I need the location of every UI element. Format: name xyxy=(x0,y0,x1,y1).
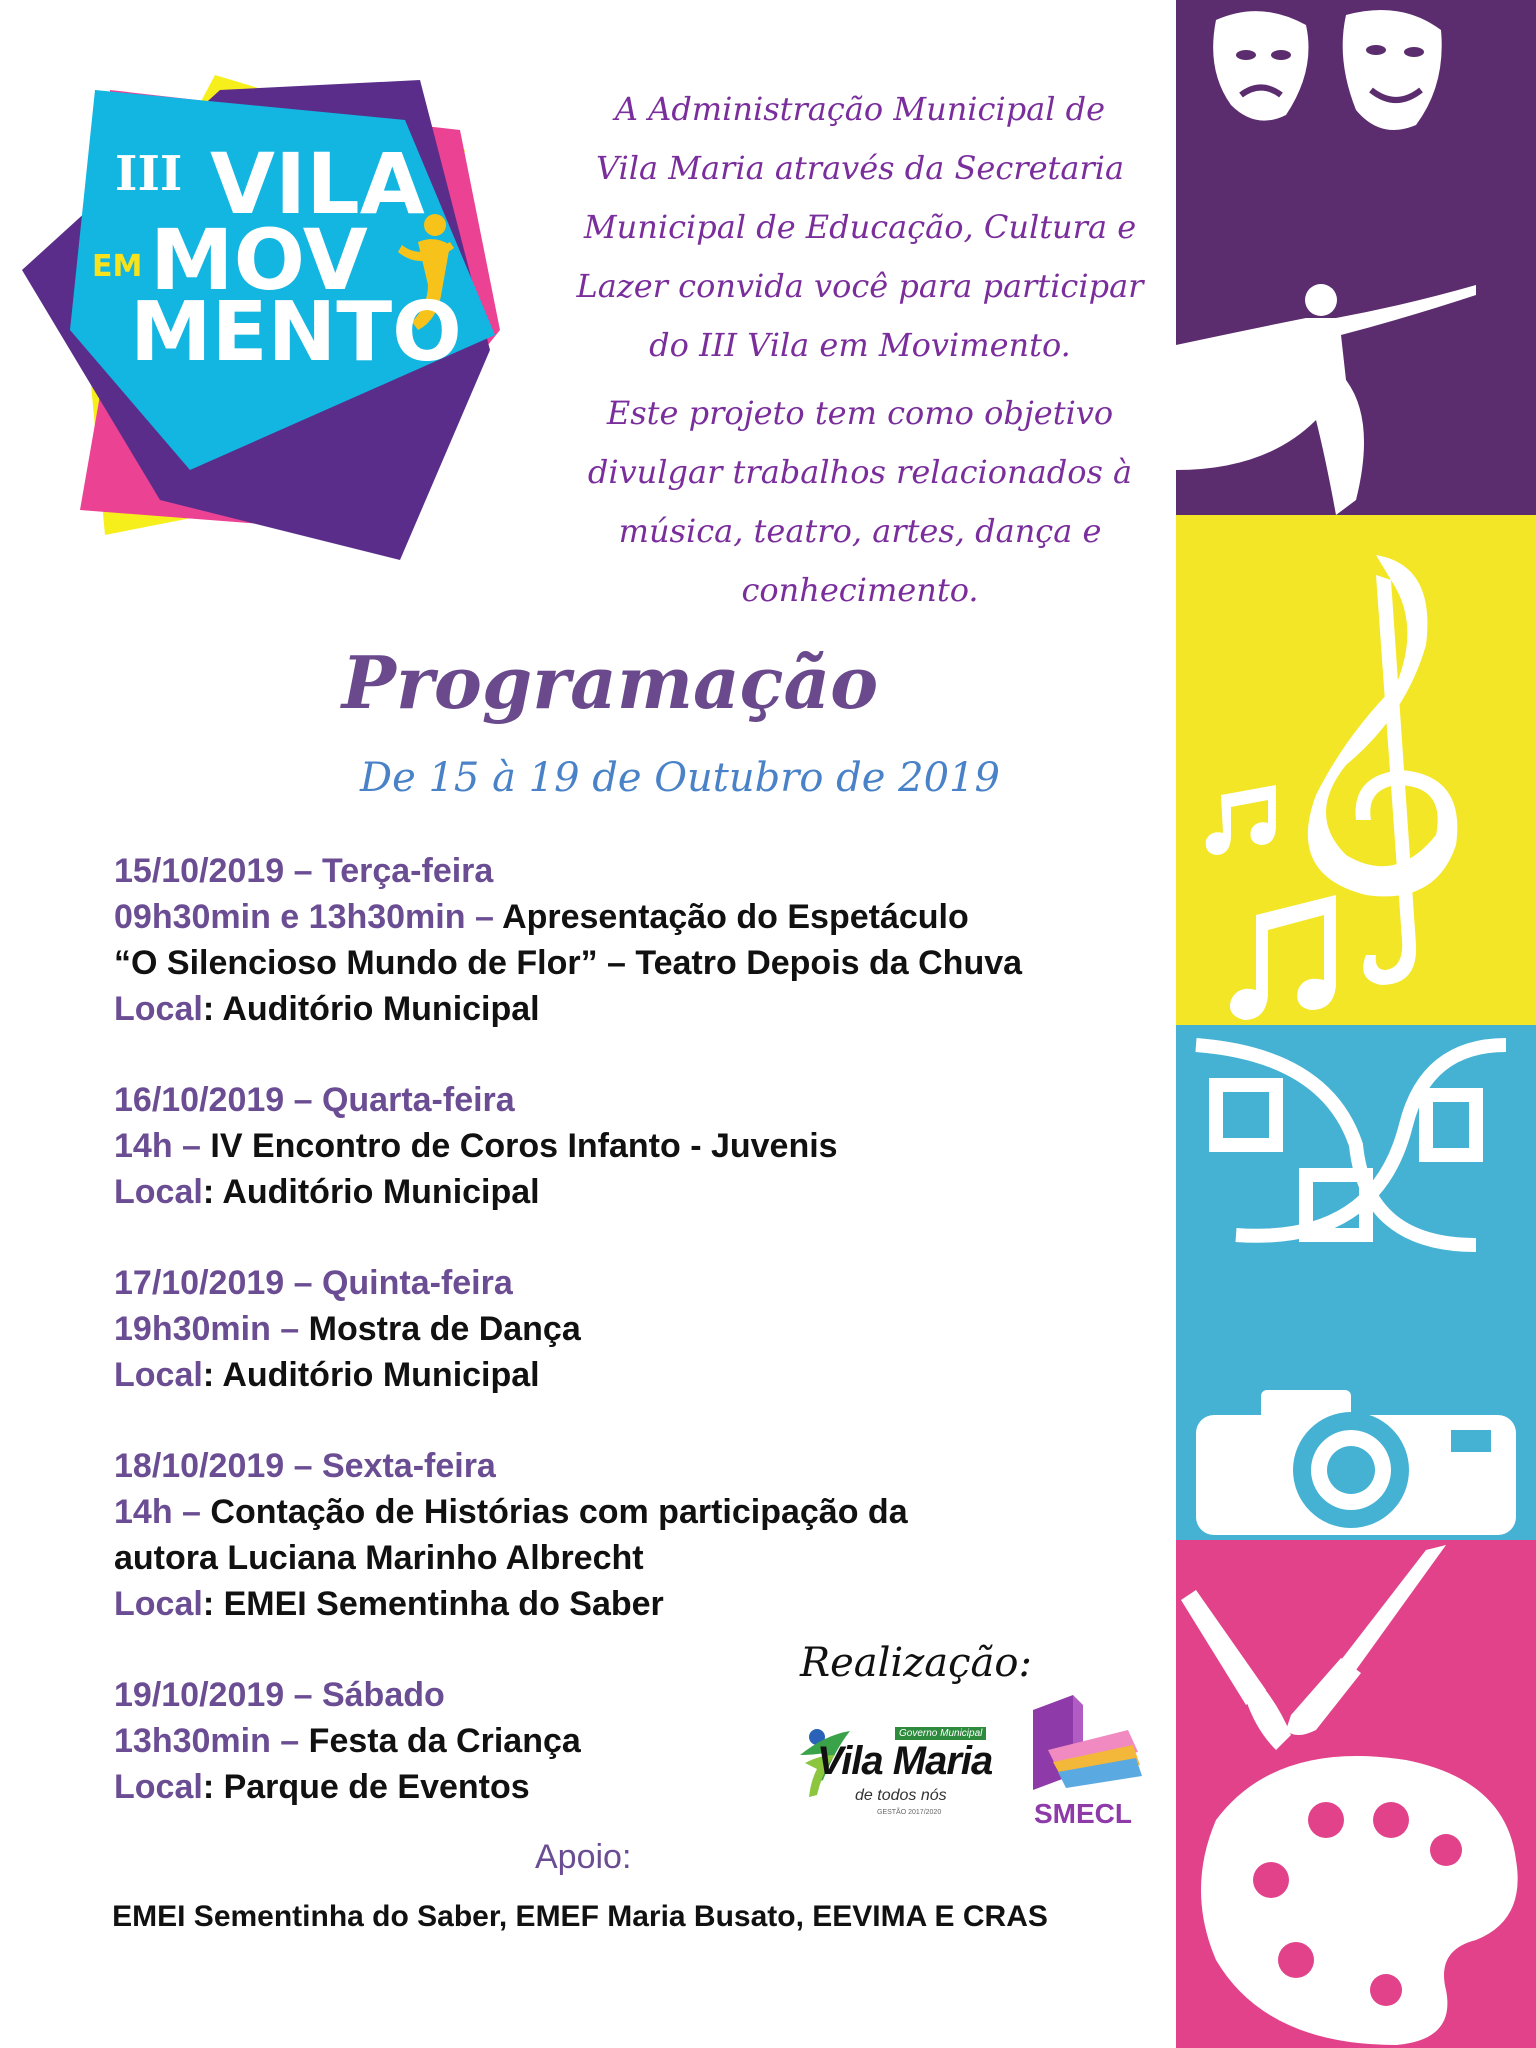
theater-masks-icon xyxy=(1213,10,1442,130)
smecl-name: SMECL xyxy=(1034,1798,1132,1829)
event-title: Festa da Criança xyxy=(308,1722,581,1760)
ballerina-icon xyxy=(1176,284,1476,515)
event-time: 09h30min e 13h30min – xyxy=(114,898,494,936)
apoio-list: EMEI Sementinha do Saber, EMEF Maria Busato, EEVIMA E CRAS xyxy=(112,1900,1048,1933)
realizacao-label: Realização: xyxy=(800,1640,1032,1686)
schedule-item xyxy=(114,1260,1174,1398)
event-date: 18/10/2019 – Sexta-feira xyxy=(114,1447,496,1485)
event-title: Mostra de Dança xyxy=(308,1310,581,1348)
programacao-dates: De 15 à 19 de Outubro de 2019 xyxy=(360,755,1000,801)
event-location: : Auditório Municipal xyxy=(202,1173,540,1211)
intro-line: Lazer convida você para participar xyxy=(576,267,1144,305)
event-date: 17/10/2019 – Quinta-feira xyxy=(114,1264,513,1302)
vila-maria-gestao: GESTÃO 2017/2020 xyxy=(877,1809,942,1816)
arts-side-panel xyxy=(1176,0,1536,2048)
intro-line: conhecimento. xyxy=(741,571,979,609)
event-time: 14h – xyxy=(114,1493,201,1531)
logo-word-mento: MENTO xyxy=(130,285,462,380)
schedule-item xyxy=(114,1672,1174,1810)
event-title-continued: autora Luciana Marinho Albrecht xyxy=(114,1539,644,1577)
intro-line: A Administração Municipal de xyxy=(614,90,1106,128)
intro-line: música, teatro, artes, dança e xyxy=(618,512,1102,550)
intro-line: Municipal de Educação, Cultura e xyxy=(583,208,1137,246)
programacao-title: Programação xyxy=(341,640,879,725)
intro-line: divulgar trabalhos relacionados à xyxy=(587,453,1133,491)
intro-line: Vila Maria através da Secretaria xyxy=(595,149,1125,187)
intro-paragraph-1 xyxy=(560,80,1160,375)
event-location: : EMEI Sementinha do Saber xyxy=(202,1585,664,1623)
event-date: 19/10/2019 – Sábado xyxy=(114,1676,445,1714)
local-label: Local xyxy=(114,1768,203,1806)
event-time: 14h – xyxy=(114,1127,201,1165)
local-label: Local xyxy=(114,1356,203,1394)
vila-maria-logo xyxy=(795,1725,995,1835)
event-time: 19h30min – xyxy=(114,1310,300,1348)
event-logo xyxy=(10,30,540,560)
logo-word-em: EM xyxy=(92,249,143,284)
local-label: Local xyxy=(114,1173,203,1211)
apoio-label: Apoio: xyxy=(535,1838,632,1876)
panel-cinema xyxy=(1176,1025,1536,1540)
event-title: Apresentação do Espetáculo xyxy=(502,898,969,936)
intro-line: Este projeto tem como objetivo xyxy=(606,394,1114,432)
music-notes-icon xyxy=(1206,555,1458,1020)
vila-maria-small-label: Governo Municipal xyxy=(895,1727,986,1740)
camera-icon xyxy=(1196,1390,1516,1535)
event-title-continued: “O Silencioso Mundo de Flor” – Teatro Depois da Chuva xyxy=(114,944,1023,982)
local-label: Local xyxy=(114,1585,203,1623)
intro-paragraph-2 xyxy=(560,384,1160,620)
schedule-list xyxy=(114,848,1174,1855)
panel-arts xyxy=(1176,1540,1536,2048)
event-time: 13h30min – xyxy=(114,1722,300,1760)
vila-maria-tagline: de todos nós xyxy=(855,1787,947,1804)
logo-edition: III xyxy=(115,146,183,202)
schedule-item xyxy=(114,848,1174,1032)
event-title: Contação de Histórias com participação da xyxy=(210,1493,908,1531)
event-location: : Auditório Municipal xyxy=(202,990,540,1028)
schedule-item xyxy=(114,1443,1174,1627)
event-location: : Auditório Municipal xyxy=(202,1356,540,1394)
logo-word-mov: MOV xyxy=(150,211,368,309)
smecl-logo xyxy=(1018,1690,1148,1840)
intro-line: do III Vila em Movimento. xyxy=(649,326,1071,364)
film-strip-icon xyxy=(1196,1045,1506,1245)
panel-theater xyxy=(1176,0,1536,515)
event-date: 16/10/2019 – Quarta-feira xyxy=(114,1081,515,1119)
paintbrush-palette-icon xyxy=(1181,1545,1518,2045)
event-title: IV Encontro de Coros Infanto - Juvenis xyxy=(210,1127,838,1165)
event-date: 15/10/2019 – Terça-feira xyxy=(114,852,494,890)
vila-maria-name: Vila Maria xyxy=(817,1739,993,1783)
book-icon xyxy=(1018,1690,1148,1800)
local-label: Local xyxy=(114,990,203,1028)
panel-music xyxy=(1176,515,1536,1025)
event-location: : Parque de Eventos xyxy=(202,1768,530,1806)
schedule-item xyxy=(114,1077,1174,1215)
logo-word-vila: VILA xyxy=(210,135,425,233)
